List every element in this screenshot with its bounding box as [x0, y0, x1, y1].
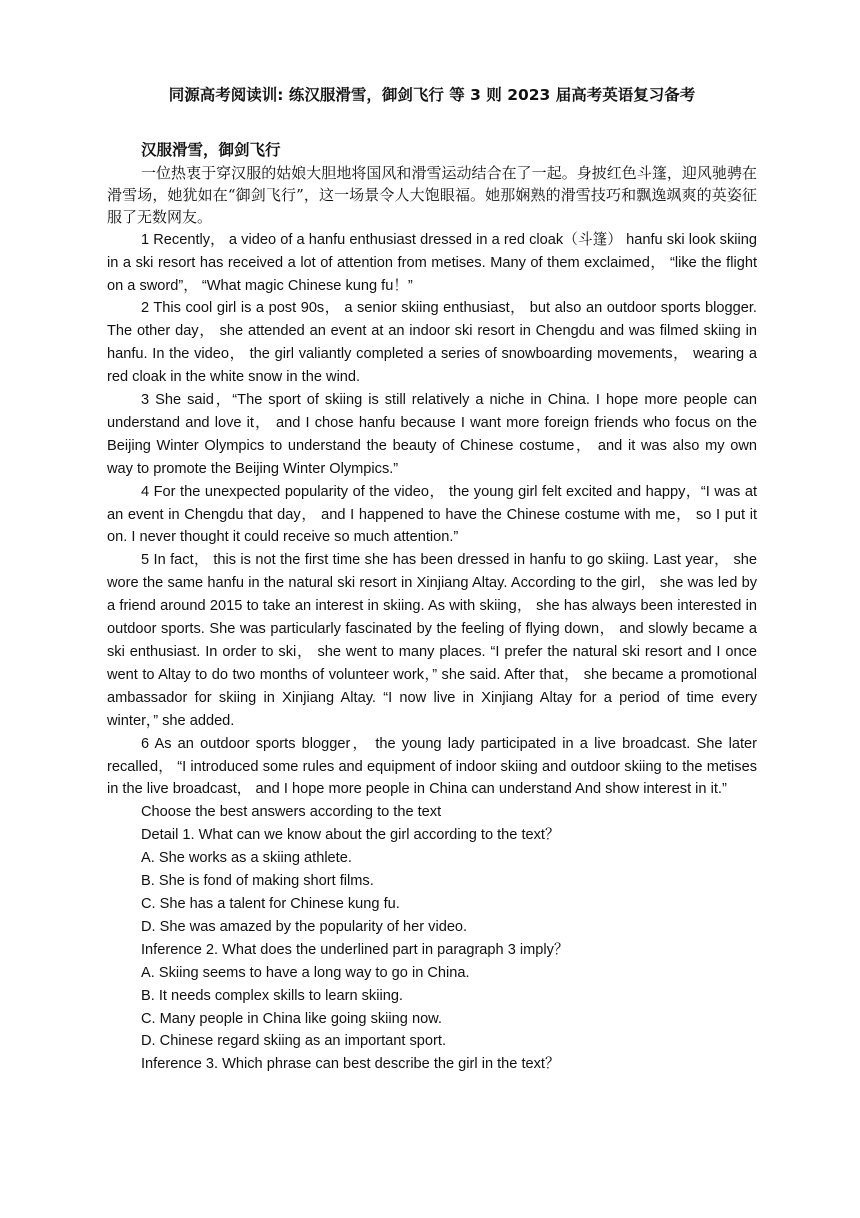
paragraph-5: 5 In fact， this is not the first time she has been dressed in hanfu to go skiing. Last year， she wore the same hanfu in the natural ski resort in Xinjiang Altay. According to the girl， she was led by a friend around 2015 to take an interest in skiing. As with skiing， she has always been interested in outdoor sports. She was particularly fascinated by the feeling of flying down， and slowly became a ski enthusiast. In order to ski， she went to many places. “I prefer the natural ski resort and I once went to Altay to do two months of volunteer work，” she said. After that， she became a promotional ambassador for skiing in Xinjiang Altay. “I now live in Xinjiang Altay for a period of time every winter，” she added. [107, 552, 757, 729]
paragraph-2: 2 This cool girl is a post 90s， a senior skiing enthusiast， but also an outdoor sports blogger. The other day， she attended an event at an indoor ski resort in Chengdu and was filmed skiing in hanfu. In the video， the girl valiantly completed a series of snowboarding movements， wearing a red cloak in the white snow in the wind. [107, 300, 757, 386]
chinese-intro: 一位热衷于穿汉服的姑娘大胆地将国风和滑雪运动结合在了一起。身披红色斗篷，迎风驰骋在滑雪场，她犹如在“御剑飞行”，这一场景令人大饱眼福。她那娴熟的滑雪技巧和飘逸飒爽的英姿征服了无数网友。 [107, 163, 757, 227]
question-1-option-b: B. She is fond of making short films. [141, 873, 374, 890]
question-2-option-b: B. It needs complex skills to learn skiing. [141, 987, 403, 1004]
question-2-option-c: C. Many people in China like going skiing now. [141, 1010, 442, 1027]
question-1-option-d: D. She was amazed by the popularity of her video. [141, 918, 468, 935]
question-1-option-a: A. She works as a skiing athlete. [141, 850, 352, 867]
section-title: 汉服滑雪，御剑飞行 [141, 140, 281, 159]
paragraph-6: 6 As an outdoor sports blogger， the young lady participated in a live broadcast. She later recalled， “I introduced some rules and equipment of indoor skiing and outdoor skiing to the metises in the live broadcast， and I hope more people in China can understand And show interest in it.” [107, 735, 757, 798]
question-1-stem: Detail 1. What can we know about the girl according to the text？ [141, 827, 560, 844]
paragraph-1: 1 Recently， a video of a hanfu enthusiast dressed in a red cloak（斗篷） hanfu ski look skiing in a ski resort has received a lot of attention from metises. Many of them exclaimed， “like the flight on a sword”， “What magic Chinese kung fu！” [107, 231, 757, 294]
document-title: 同源高考阅读训: 练汉服滑雪，御剑飞行 等 3 则 2023 届高考英语复习备考 [168, 86, 696, 104]
question-2-stem: Inference 2. What does the underlined part in paragraph 3 imply？ [141, 941, 569, 958]
document-page [107, 84, 757, 1076]
question-2-option-d: D. Chinese regard skiing as an important sport. [141, 1033, 446, 1050]
paragraph-3: 3 She said，“The sport of skiing is still relatively a niche in China. I hope more people can understand and love it， and I chose hanfu because I want more foreign friends who focus on the Beijing Winter Olympics to understand the beauty of Chinese costume， and it was also my own way to promote the Beijing Winter Olympics.” [107, 392, 757, 477]
paragraph-4: 4 For the unexpected popularity of the video， the young girl felt excited and happy，“I was at an event in Chengdu that day， and I happened to have the Chinese costume with me， so I put it on. I never thought it could receive so much attention.” [107, 483, 757, 546]
instruction: Choose the best answers according to the text [141, 804, 442, 821]
question-1-option-c: C. She has a talent for Chinese kung fu. [141, 895, 400, 912]
question-3-stem: Inference 3. Which phrase can best describe the girl in the text？ [141, 1056, 560, 1073]
question-2-option-a: A. Skiing seems to have a long way to go in China. [141, 964, 470, 981]
